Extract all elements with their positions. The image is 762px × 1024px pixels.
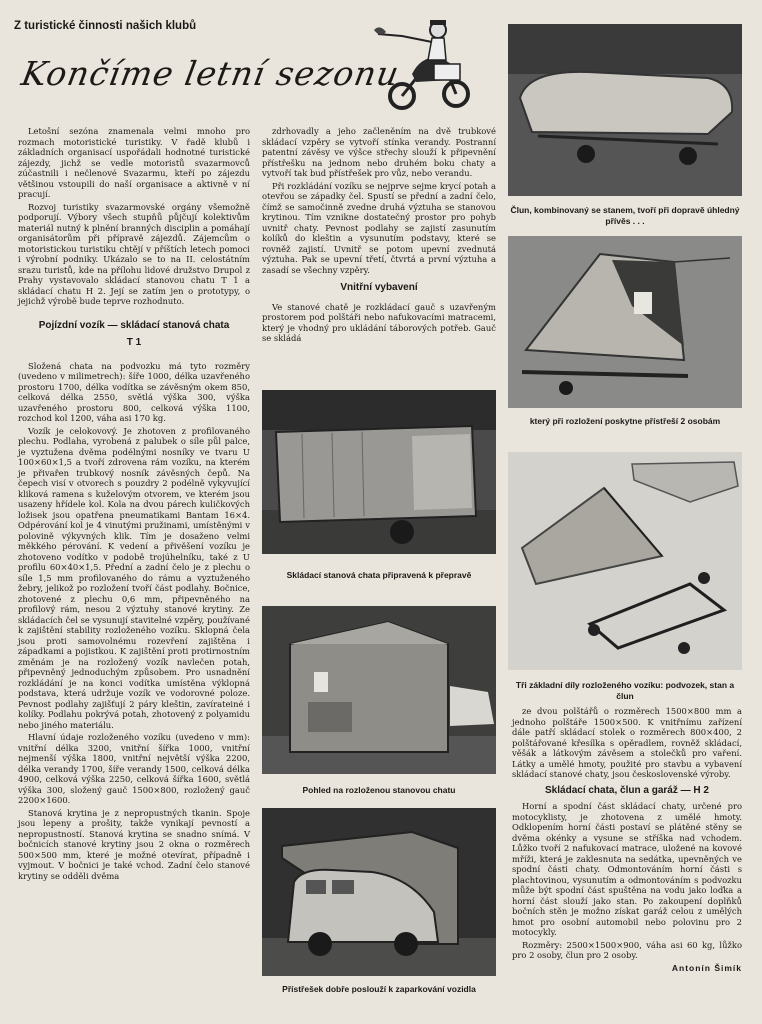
paragraph: Hlavní údaje rozloženého vozíku (uvedeno v mm): vnitřní délka 3200, vnitřní šířka 1000, vnitřní nejmenší výška 1800, vnitřní největší výška 2200, délka verandy 1700, šíře verandy 1500, celková délka 4900, celková výška 2250, celková šířka 1600, světlá výška 300, složený gauč 1500×800, rozložený gauč 2200×1600. bbox=[18, 732, 250, 805]
column-2 bbox=[262, 126, 496, 346]
photo-car-shelter bbox=[262, 808, 496, 976]
photo-boat-trailer bbox=[508, 24, 742, 196]
column-3 bbox=[512, 706, 742, 973]
photo-three-parts bbox=[508, 452, 742, 670]
article-title: Končíme letní sezonu bbox=[18, 54, 403, 93]
paragraph: Stanová krytina je z nepropustných tkanin. Spoje jsou lepeny a prošity, takže vynikají pevností a nepropustností. Stanová krytina se snadno snímá. V bočnicích stanové krytiny jsou 2 okna o rozměrech 500×500 mm, které je možné otevírat, případně i vyjmout. V bočnici je také vchod. Zadní čelo stanové krytiny se odděli dvěma bbox=[18, 807, 250, 881]
photo-caption: Pohled na rozloženou stanovou chatu bbox=[302, 785, 456, 795]
photo-caption: Přístřešek dobře poslouží k zaparkování vozidla bbox=[282, 984, 476, 994]
photo-caption: který při rozložení poskytne přístřeší 2 osobám bbox=[529, 416, 721, 426]
paragraph: zdrhovadly a jeho začleněním na dvě trubkové skládací vzpěry se vytvoří stínka verandy. Postranní patentní závěsy ve výšce střechy slouží k připevnění přístřešku na jednom nebo druhém boku chaty a vytvoří tak bud přístřešek pro vůz, nebo verandu. bbox=[262, 126, 496, 178]
photo-caption: Člun, kombinovaný se stanem, tvoří při dopravě úhledný přívěs . . . bbox=[510, 205, 740, 226]
paragraph: Ve stanové chatě je rozkládací gauč s uzavřeným prostorem pod polštáři nebo nafukovacími matracemi, který je vhodný pro ukládání táborových potřeb. Gauč se skládá bbox=[262, 301, 496, 343]
photo-caption: Skládací stanová chata připravená k přepravě bbox=[286, 570, 472, 580]
paragraph: Rozměry: 2500×1500×900, váha asi 60 kg, lůžko pro 2 osoby, člun pro 2 osoby. bbox=[512, 939, 742, 960]
paragraph: Při rozkládání vozíku se nejprve sejme krycí potah a otevřou se západky čel. Spustí se přední a zadní čelo, čímž se samočinně zvedne druhá výztuha se stanovou krytinou. Tím vznikne dostatečný prostor pro pohyb uvnitř chaty. Pevnost podlahy se zajistí zasunutím kolíků do kleštin a vysunutím podstavy, které se rovněž zajistí. Uvnitř se potom upevní zvednutá výztuha. Pak se upevní třetí, čtvrtá a první výztuha a zasadí se všechny vzpěry. bbox=[262, 180, 496, 275]
paragraph: Letošní sezóna znamenala velmi mnoho pro rozmach motoristické turistiky. V řadě klubů i základních organisací uspořádali hodnotné turistické zájezdy, jichž se vedle motoristů svazarmovců zúčastnili i nečlenové Svazarmu, kteří po zájezdu většinou vstoupili do naší organisace a aktivně v ní pracují. bbox=[18, 126, 250, 199]
photo-unfolded-tent bbox=[262, 606, 496, 774]
column-1 bbox=[18, 126, 250, 883]
paragraph: Rozvoj turistiky svazarmovské orgány všemožně podporují. Výbory všech stupňů půjčují kolektivům materiál nutný k plnění branných disciplin a pomáhají organisátorům při přípravě zájezdů. Zájemcům o motoristickou turistiku chtějí v příštích letech pomoci i výrobní podniky. Ukázalo se to na II. celostátním srazu turistů, kde na přílohu lidové družstvo Drupol z Prahy vystavovalo skládací stanovou chatu T 1 a skládací chatu H 2. Její se zatím jen o prototypy, o jejichž výrobě bude teprve rozhodnuto. bbox=[18, 201, 250, 306]
photo-caption: Tři základní díly rozloženého vozíku: podvozek, stan a člun bbox=[515, 680, 735, 701]
paragraph: Vozík je celokovový. Je zhotoven z profilovaného plechu. Podlaha, vyrobená z palubek o síle půl palce, je vyztužena dvěma podélnými nosníky ve tvaru U 100×60×1,5 a tvoří zdrovena rám vozíku, na kterém je přivařen trubkový nosník závěsných čepů. Na čepech visí v otvorech s pouzdry 2 podélně vykyvující kliková ramena s kuželovým otvorem, ve kterém jsou usazeny hřídele kol. Kola na dvou párech kuličkových ložisek jsou opatřena pneumatikami Bantam 16×4. Odpérování kol je 4 vinutými pružinami, umístěnými v polovině výkyvných klik. Tím je dosaženo velmi měkkého pérování. K vedení a přivěšení vozíku je zhotoveno vodítko v podobě trojúhelníku, také z U profilu 60×40×1,5. Přední a zadní čelo je z plechu o síle 1,5 mm profilovaného do rámu a vyztuženého žebry, jelikož po rozložení tvoří část podlahy. Bočnice, zhotovené z plechu 0,6 mm, připevněného na profilový rám, nesou 2 výztuhy stanové krytiny. Ze skládacích čel se vysunují stavitelné vzpěry, používané k zajištění stability rozloženého vozíku. Sklopná čela jsou proti samovolnému rozevření zajištěna i západkami a pojistkou. K zajištění proti protirnostním změnám je na rozložený vozík navlečen potah, připevněný jednoduchým způsobem. Pro usnadnění rozkládání je na konci vodítka umístěna výklopná podstava, která udržuje vozík ve vodorovné poloze. Pevnost podlahy zajišťují 2 páry kleštin, zavírateiné i kolíky. Podlahu pokrývá potah, zhotovený z polyamidu nebo jiného materiálu. bbox=[18, 425, 250, 730]
scooter-rider-illustration bbox=[372, 14, 480, 114]
paragraph: Horní a spodní část skládací chaty, určené pro motocyklisty, je zhotovena z umělé hmoty. Odklopením horní části postaví se plátěné stěny se dvěma okénky a vysune se stříška nad vchodem. Lůžko tvoří 2 nafukovací matrace, uložené na kovové mříži, která je zaklesnuta na sedátka, upevněných ve spodní části chaty. Odmontováním horní části s plachtovinou, vysunutím a odmontováním s podvozku může být spodní část spuštěna na vodu jako loďka a horní část slouží jako stan. Po zakoupení doplňků bočních stěn je možno získat garáž celou z umělých hmot pro osobní automobil nebo polovinu pro 2 motocykly. bbox=[512, 801, 742, 937]
author: Antonín Šimík bbox=[671, 962, 742, 973]
section-heading: Pojízdní vozík — skládací stanová chata T 1 bbox=[38, 319, 230, 348]
section-tag: Z turistické činnosti našich klubů bbox=[14, 20, 197, 32]
section-heading: Vnitřní vybavení bbox=[340, 282, 418, 293]
photo-boat-tent-open bbox=[508, 236, 742, 408]
photo-folded-trailer bbox=[262, 390, 496, 554]
paragraph: Složená chata na podvozku má tyto rozměry (uvedeno v milimetrech): šíře 1000, délka uzavřeného prostoru 1700, délka vodítka se závěsným okem 850, celková délka 2550, světlá výška 300, výška uzavřeného prostoru 800, celková výška 1100, rozchod kol 1200, váha asi 170 kg. bbox=[18, 360, 250, 423]
section-heading: Skládací chata, člun a garáž — H 2 bbox=[545, 784, 709, 796]
paragraph: ze dvou polštářů o rozměrech 1500×800 mm a jednoho polštáře 1500×500. K vnitřnímu zařízení dále patří skládací stolek o rozměrech 800×400, 2 polštářované křesílka s opěradlem, rovněž skládací, věšák a látkovým závěsem a stolečků pro vaření. Látky a umělé hmoty, použité pro stavbu a vybavení skládací stanové chaty, jsou československé výroby. bbox=[512, 706, 742, 779]
